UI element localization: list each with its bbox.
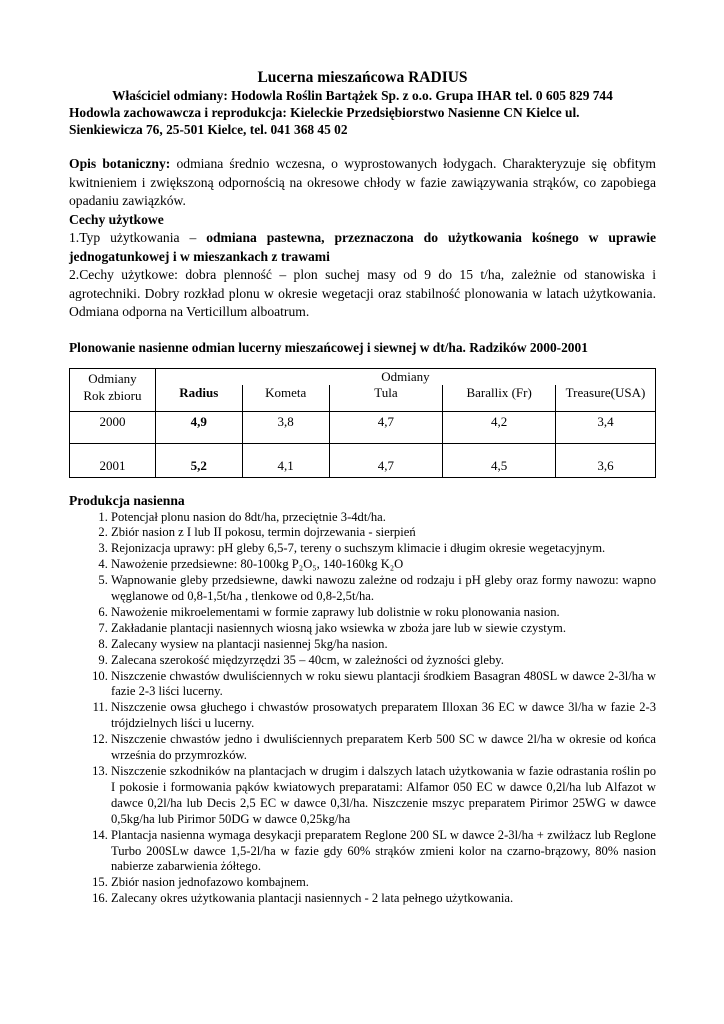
table-row <box>70 411 656 443</box>
botanical-description <box>69 155 656 211</box>
feature-item-1 <box>69 229 656 266</box>
yield-table-title: Plonowanie nasienne odmian lucerny mieszańcowej i siewnej w dt/ha. Radzików 2000-2001 <box>69 339 588 355</box>
breeder-info <box>69 104 656 138</box>
list-item: 16. Zalecany okres użytkowania plantacji nasiennych - 2 lata pełnego użytkowania. <box>111 891 656 907</box>
table-corner-header <box>70 368 156 411</box>
features-heading: Cechy użytkowe <box>69 211 164 227</box>
list-item: 12. Niszczenie chwastów jedno i dwuliściennych preparatem Kerb 500 SC w dawce 2l/ha w okresie od końca września do przymrozków. <box>111 732 656 764</box>
list-item: 14. Plantacja nasienna wymaga desykacji preparatem Reglone 200 SL w dawce 2-3l/ha + zwilżacz lub Reglone Turbo 200SLw dawce 1,5-2l/ha w fazie gdy 60% strąków zmieni kolor na czarno-brązowy, 80% nasion nabierze zabarwienia żółtego. <box>111 828 656 876</box>
column-header-tula: Tula <box>329 385 443 411</box>
varieties-group-header: Odmiany <box>155 368 655 385</box>
seed-production-heading: Produkcja nasienna <box>69 492 185 508</box>
value-cell: 5,2 <box>155 443 242 477</box>
value-cell: 4,2 <box>443 411 556 443</box>
corner-label-year: Rok zbioru <box>83 387 142 403</box>
value-cell: 3,6 <box>556 443 656 477</box>
column-header-treasure: Treasure(USA) <box>556 385 656 411</box>
table-row <box>70 443 656 477</box>
list-item: 13. Niszczenie szkodników na plantacjach w drugim i dalszych latach użytkowania w fazie odrastania roślin po I pokosie i formowania pąków kwiatowych preparatami: Alfamor 050 EC w dawce 0,2l/ha lub Alfazot w dawce 0,2l/ha lub Decis 2,5 EC w dawce 0,3l/ha. Niszczenie mszyc preparatem Pirimor 25WG w dawce 0,5kg/ha lub Pirimor 50DG w dawce 0,25kg/ha <box>111 764 656 828</box>
yield-table <box>69 368 656 478</box>
list-item: 8. Zalecany wysiew na plantacji nasiennej 5kg/ha nasion. <box>111 637 656 653</box>
corner-label-varieties: Odmiany <box>88 370 137 386</box>
value-cell: 4,5 <box>443 443 556 477</box>
feature-item-1-bold: odmiana pastewna, przeznaczona do użytkowania kośnego w uprawie jednogatunkowej i w mieszankach z trawami <box>69 230 657 264</box>
year-cell: 2001 <box>70 443 156 477</box>
value-cell: 3,8 <box>242 411 329 443</box>
list-item: 2. Zbiór nasion z I lub II pokosu, termin dojrzewania - sierpień <box>111 525 656 541</box>
value-cell: 3,4 <box>556 411 656 443</box>
list-item: 3. Rejonizacja uprawy: pH gleby 6,5-7, tereny o suchszym klimacie i długim okresie wegetacyjnym. <box>111 541 656 557</box>
list-item: 7. Zakładanie plantacji nasiennych wiosną jako wsiewka w zboża jare lub w siewie czystym. <box>111 621 656 637</box>
list-item: 1. Potencjał plonu nasion do 8dt/ha, przeciętnie 3-4dt/ha. <box>111 510 656 526</box>
list-item: 9. Zalecana szerokość międzyrzędzi 35 – 40cm, w zależności od żyzności gleby. <box>111 653 656 669</box>
variety-owner-line: Właściciel odmiany: Hodowla Roślin Bartążek Sp. z o.o. Grupa IHAR tel. 0 605 829 744 <box>112 88 613 103</box>
list-item: 11. Niszczenie owsa głuchego i chwastów prosowatych preparatem Illoxan 36 EC w dawce 3l/ha w fazie 2-3 trójdzielnych liści u lucerny. <box>111 700 656 732</box>
value-cell: 4,7 <box>329 411 443 443</box>
value-cell: 4,9 <box>155 411 242 443</box>
botanical-description-text: odmiana średnio wczesna, o wyprostowanych łodygach. Charakteryzuje się obfitym kwitnieniem i zwiększoną odpornością na okresowe chłody w fazie zawiązywania strąków, co zapobiega opadaniu zawiązków. <box>69 156 656 208</box>
seed-production-list <box>69 510 656 908</box>
column-header-barallix: Barallix (Fr) <box>443 385 556 411</box>
list-item: 15. Zbiór nasion jednofazowo kombajnem. <box>111 875 656 891</box>
column-header-radius: Radius <box>155 385 242 411</box>
list-item: 6. Nawożenie mikroelementami w formie zaprawy lub dolistnie w roku plonowania nasion. <box>111 605 656 621</box>
year-cell: 2000 <box>70 411 156 443</box>
column-header-kometa: Kometa <box>242 385 329 411</box>
feature-item-1-prefix: 1.Typ użytkowania – <box>69 230 207 245</box>
value-cell: 4,1 <box>242 443 329 477</box>
value-cell: 4,7 <box>329 443 443 477</box>
feature-item-2: 2.Cechy użytkowe: dobra plenność – plon suchej masy od 9 do 15 t/ha, zależnie od stanowiska i agrotechniki. Dobry rozkład plonu w okresie wegetacji oraz stabilność plonowania w latach użytkowania. Odmiana odporna na Verticillum alboatrum. <box>69 267 656 319</box>
breeder-line-2: Sienkiewicza 76, 25-501 Kielce, tel. 041 368 45 02 <box>69 122 348 137</box>
list-item: 5. Wapnowanie gleby przedsiewne, dawki nawozu zależne od rodzaju i pH gleby oraz formy nawozu: wapno węglanowe od 0,8-1,5t/ha , tlenkowe od 0,8-2,5t/ha. <box>111 573 656 605</box>
document-title: Lucerna mieszańcowa RADIUS <box>257 69 468 86</box>
breeder-line-1: Hodowla zachowawcza i reprodukcja: Kieleckie Przedsiębiorstwo Nasienne CN Kielce ul. <box>69 105 580 120</box>
list-item: 10. Niszczenie chwastów dwuliściennych w roku siewu plantacji środkiem Basagran 480SL w dawce 2-3l/ha w fazie 2-3 liści lucerny. <box>111 669 656 701</box>
list-item: 4. Nawożenie przedsiewne: 80-100kg P₂O₅, 140-160kg K₂O <box>111 557 656 573</box>
botanical-description-label: Opis botaniczny: <box>69 156 171 171</box>
